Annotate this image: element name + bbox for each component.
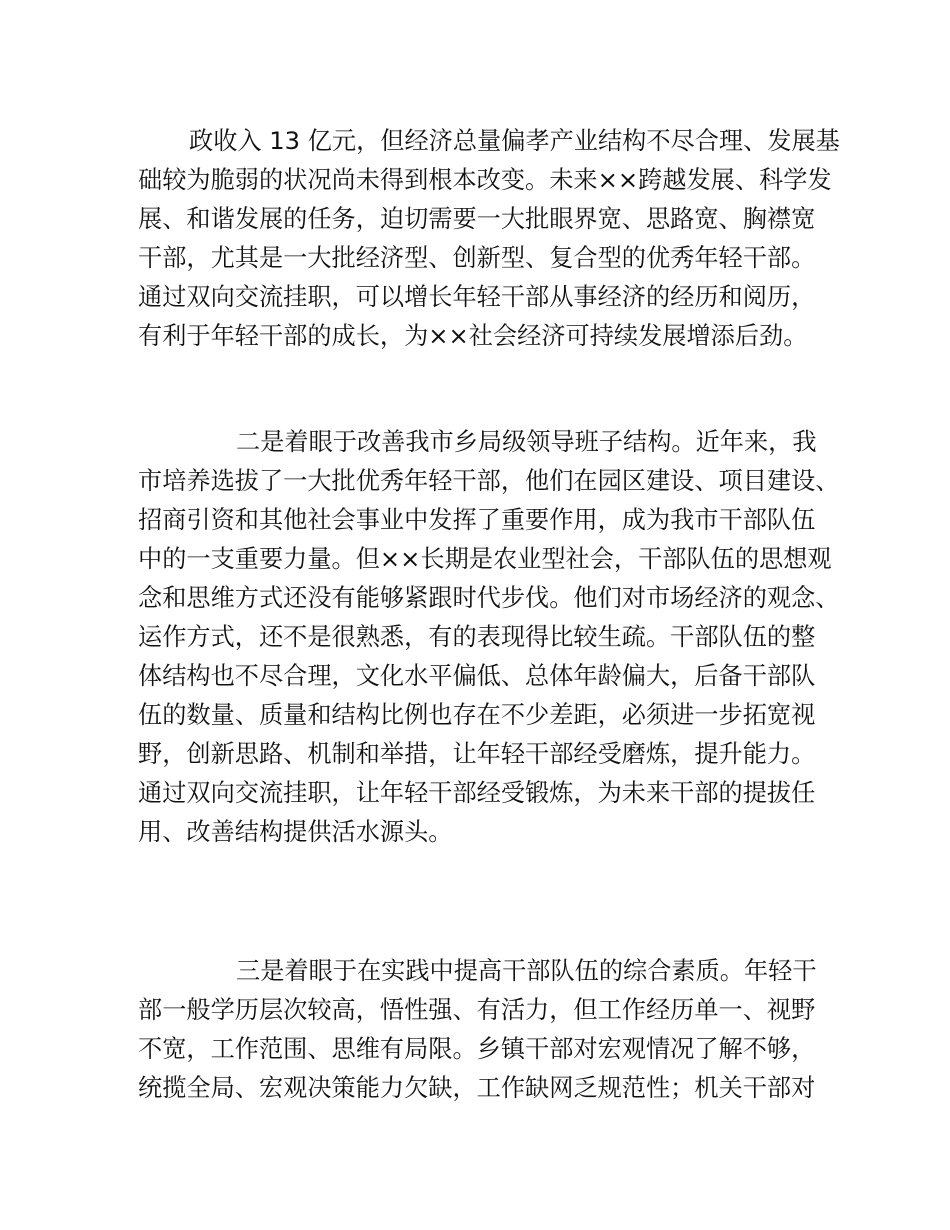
text-line: 念和思维方式还没有能够紧跟时代步伐。他们对市场经济的观念、 — [138, 584, 840, 612]
text-line: 部一般学历层次较高，悟性强、有活力，但工作经历单一、视野 — [138, 996, 816, 1024]
text-line: 展、和谐发展的任务，迫切需要一大批眼界宽、思路宽、胸襟宽 — [138, 205, 816, 233]
text-line: 有利于年轻干部的成长，为××社会经济可持续发展增添后劲。 — [138, 322, 808, 350]
text-line: 用、改善结构提供活水源头。 — [138, 818, 453, 846]
text-line: 础较为脆弱的状况尚未得到根本改变。未来××跨越发展、科学发 — [138, 166, 832, 194]
text-line: 不宽，工作范围、思维有局限。乡镇干部对宏观情况了解不够， — [138, 1035, 816, 1063]
text-line: 通过双向交流挂职，让年轻干部经受锻炼，为未来干部的提拔任 — [138, 779, 816, 807]
text-line: 体结构也不尽合理，文化水平偏低、总体年龄偏大，后备干部队 — [138, 662, 816, 690]
text-line: 运作方式，还不是很熟悉，有的表现得比较生疏。干部队伍的整 — [138, 623, 816, 651]
text-line: 招商引资和其他社会事业中发挥了重要作用，成为我市干部队伍 — [138, 506, 816, 534]
text-line: 三是着眼于在实践中提高干部队伍的综合素质。年轻干 — [236, 957, 817, 985]
text-line: 二是着眼于改善我市乡局级领导班子结构。近年来，我 — [236, 428, 817, 456]
text-line: 政收入 13 亿元，但经济总量偏孝产业结构不尽合理、发展基 — [189, 127, 840, 155]
text-line: 干部，尤其是一大批经济型、创新型、复合型的优秀年轻干部。 — [138, 244, 816, 272]
text-line: 伍的数量、质量和结构比例也存在不少差距，必须进一步拓宽视 — [138, 701, 816, 729]
text-line: 通过双向交流挂职，可以增长年轻干部从事经济的经历和阅历， — [138, 283, 816, 311]
text-line: 野，创新思路、机制和举措，让年轻干部经受磨炼，提升能力。 — [138, 740, 816, 768]
text-line: 中的一支重要力量。但××长期是农业型社会，干部队伍的思想观 — [138, 545, 832, 573]
text-line: 市培养选拔了一大批优秀年轻干部，他们在园区建设、项目建设、 — [138, 467, 840, 495]
text-line: 统揽全局、宏观决策能力欠缺，工作缺网乏规范性；机关干部对 — [138, 1074, 816, 1102]
